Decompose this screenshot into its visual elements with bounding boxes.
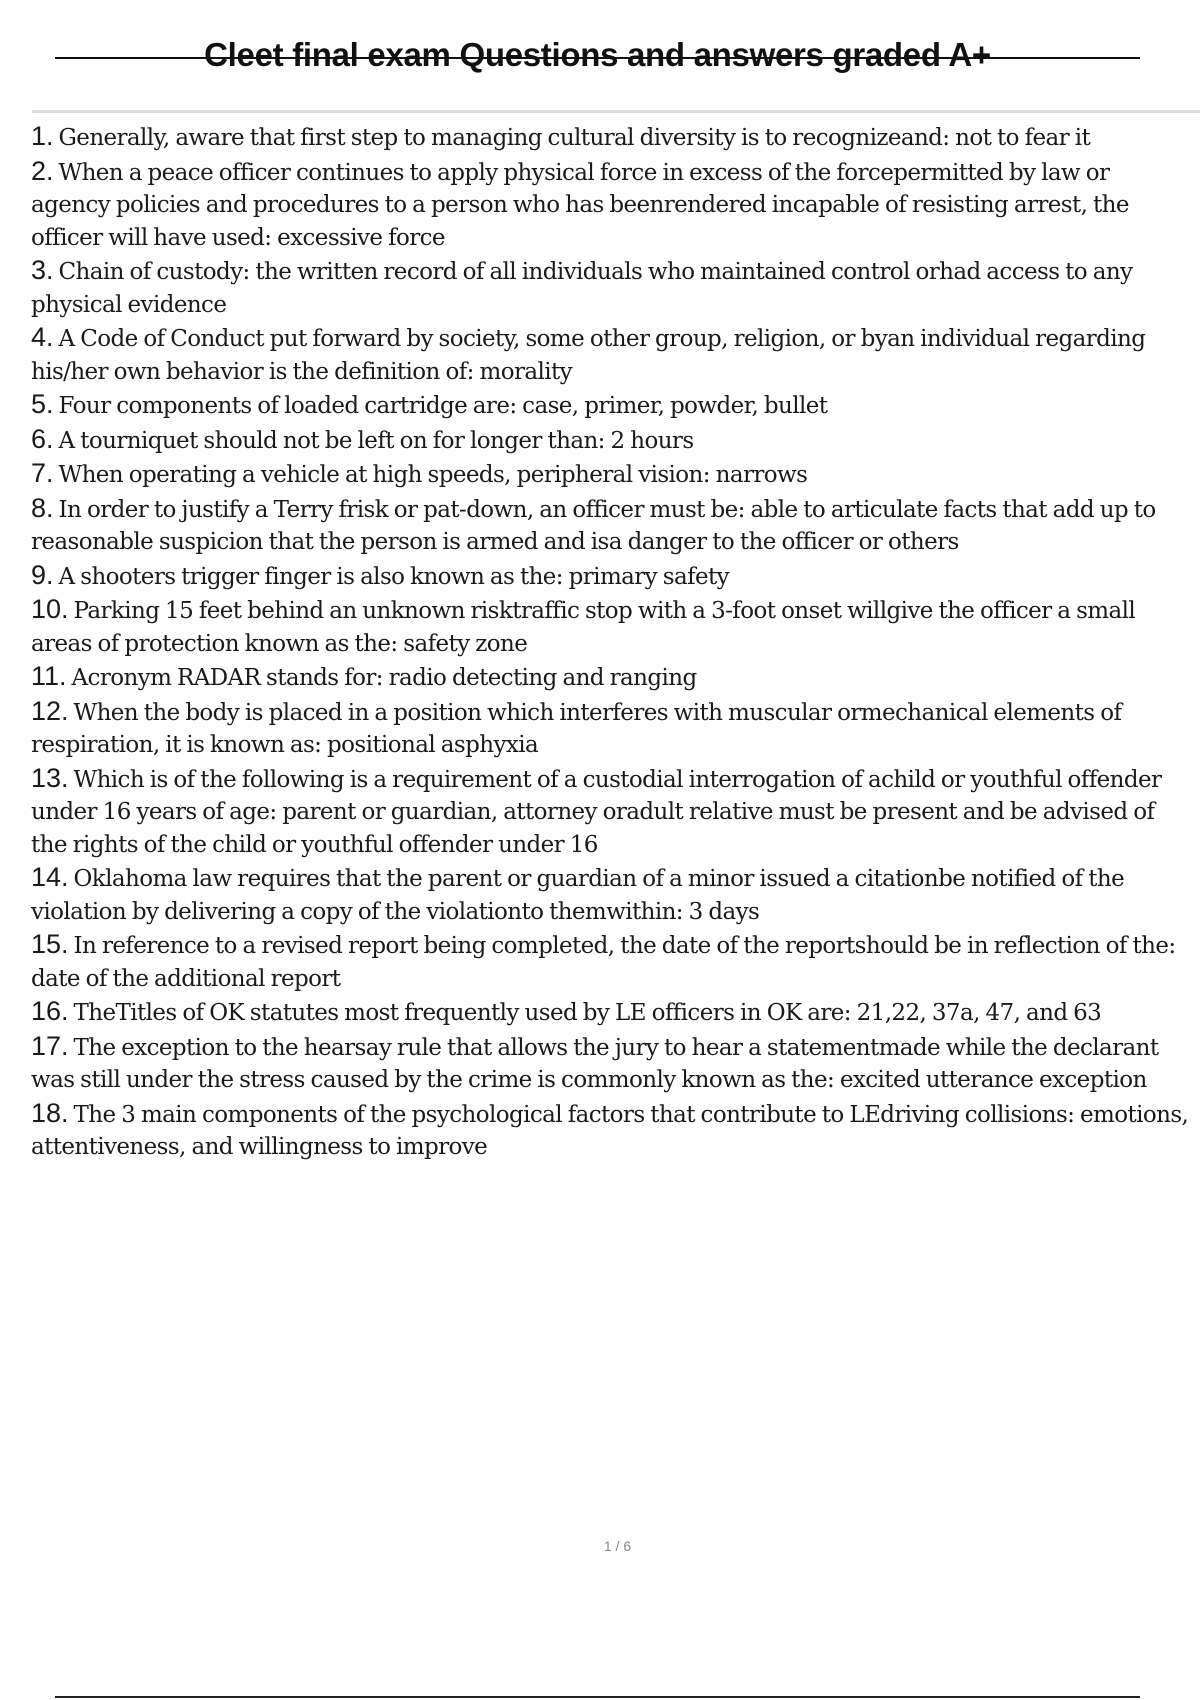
qa-item-14 <box>31 861 1193 928</box>
qa-number: 2. <box>31 155 54 186</box>
qa-text: Parking 15 feet behind an unknown risktraffic stop with a 3-foot onset willgive the officer a small areas of protection known as the: safety zone <box>31 598 1136 657</box>
qa-number: 15. <box>31 929 69 959</box>
qa-item-5 <box>31 388 1193 423</box>
qa-item-18 <box>31 1097 1193 1164</box>
qa-text: A shooters trigger finger is also known as the: primary safety <box>58 563 730 590</box>
qa-text: Four components of loaded cartridge are: case, primer, powder, bullet <box>58 393 828 419</box>
qa-number: 13. <box>31 762 69 793</box>
qa-text: A Code of Conduct put forward by society, some other group, religion, or byan individual regarding his/her own behavior is the definition of: morality <box>31 326 1146 385</box>
qa-item-6 <box>31 423 1193 458</box>
qa-number: 3. <box>31 255 54 285</box>
qa-text: In reference to a revised report being completed, the date of the reportshould be in reflection of the: date of the additional report <box>31 933 1176 992</box>
qa-text: Oklahoma law requires that the parent or guardian of a minor issued a citationbe notified of the violation by delivering a copy of the violationto themwithin: 3 days <box>31 866 1125 925</box>
qa-number: 16. <box>31 996 69 1026</box>
qa-item-10 <box>31 593 1193 660</box>
qa-list <box>31 120 1193 1164</box>
qa-item-13 <box>31 762 1193 862</box>
qa-item-2 <box>31 155 1193 255</box>
qa-number: 14. <box>31 862 69 892</box>
qa-item-17 <box>31 1030 1193 1097</box>
header-divider <box>32 110 1200 113</box>
qa-number: 17. <box>31 1030 69 1061</box>
qa-text: In order to justify a Terry frisk or pat-down, an officer must be: able to articulate facts that add up to reasonable suspicion that the person is armed and isa danger to the officer or others <box>31 496 1156 555</box>
qa-text: Acronym RADAR stands for: radio detecting and ranging <box>71 665 697 691</box>
qa-item-4 <box>31 321 1193 388</box>
qa-item-9 <box>31 559 1193 594</box>
qa-number: 11. <box>31 661 67 691</box>
title-block <box>55 30 1140 80</box>
qa-number: 7. <box>31 458 54 488</box>
qa-number: 1. <box>31 121 54 151</box>
qa-item-12 <box>31 695 1193 762</box>
qa-number: 5. <box>31 389 54 419</box>
qa-text: The exception to the hearsay rule that allows the jury to hear a statementmade while the declarant was still under the stress caused by the crime is commonly known as the: excited utterance exception <box>31 1034 1159 1093</box>
qa-number: 8. <box>31 492 54 523</box>
qa-text: When a peace officer continues to apply physical force in excess of the forcepermitted by law or agency policies and procedures to a person who has beenrendered incapable of resisting arrest, the officer will have used: excessive force <box>31 159 1129 251</box>
qa-text: Which is of the following is a requirement of a custodial interrogation of achild or youthful offender under 16 years of age: parent or guardian, attorney oradult relative must be present and be advised of the rights of the child or youthful offender under 16 <box>31 766 1162 858</box>
qa-number: 10. <box>31 594 69 624</box>
qa-number: 9. <box>31 559 54 590</box>
qa-number: 18. <box>31 1097 69 1128</box>
qa-text: When operating a vehicle at high speeds, peripheral vision: narrows <box>58 462 808 488</box>
qa-item-7 <box>31 457 1193 492</box>
qa-text: Chain of custody: the written record of all individuals who maintained control orhad access to any physical evidence <box>31 259 1133 318</box>
qa-text: TheTitles of OK statutes most frequently used by LE officers in OK are: 21,22, 37a, 47, and 63 <box>73 1000 1102 1026</box>
qa-text: Generally, aware that first step to managing cultural diversity is to recognizeand: not to fear it <box>58 125 1091 151</box>
footer-divider <box>55 1696 1140 1698</box>
qa-item-8 <box>31 492 1193 559</box>
qa-number: 12. <box>31 695 69 726</box>
page-indicator: 1 / 6 <box>603 1538 632 1554</box>
document-title: Cleet final exam Questions and answers graded A+ <box>204 36 991 73</box>
qa-number: 4. <box>31 322 54 352</box>
qa-item-1 <box>31 120 1193 155</box>
qa-item-11 <box>31 660 1193 695</box>
qa-item-3 <box>31 254 1193 321</box>
qa-text: A tourniquet should not be left on for longer than: 2 hours <box>58 427 694 454</box>
qa-item-16 <box>31 995 1193 1030</box>
qa-item-15 <box>31 928 1193 995</box>
qa-text: When the body is placed in a position which interferes with muscular ormechanical elements of respiration, it is known as: positional asphyxia <box>31 699 1122 758</box>
qa-number: 6. <box>31 423 54 454</box>
qa-text: The 3 main components of the psychological factors that contribute to LEdriving collisions: emotions, attentiveness, and willingness to improve <box>31 1101 1189 1160</box>
